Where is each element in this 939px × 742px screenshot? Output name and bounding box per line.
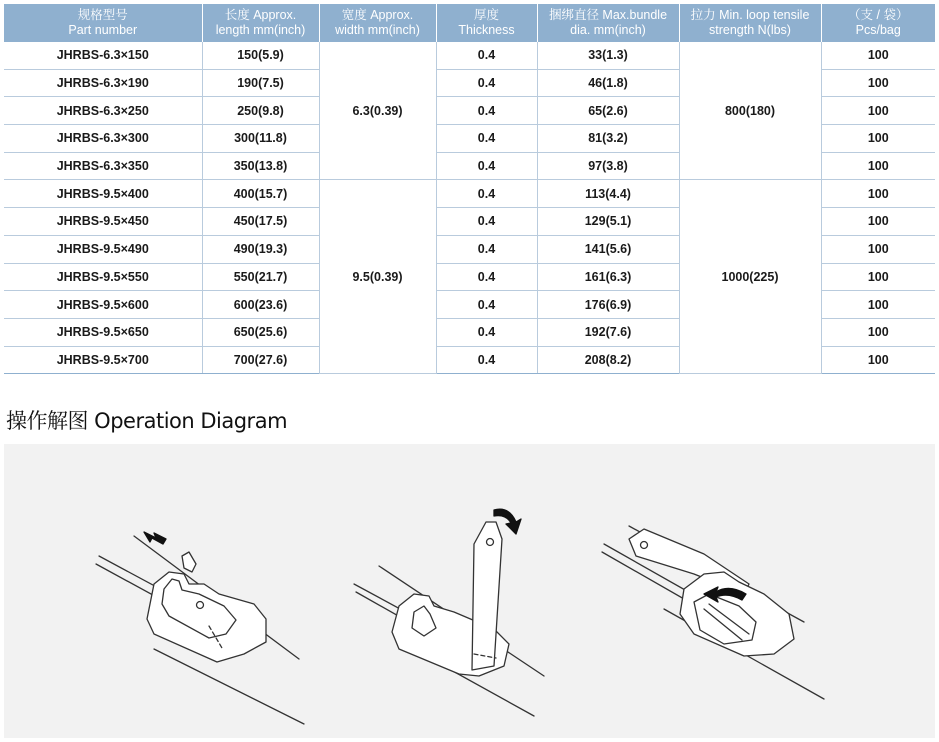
step-2-bend (354, 522, 544, 716)
table-header-row (4, 4, 935, 42)
header-width: 宽度 Approx. width mm(inch) (319, 4, 436, 42)
step-1-insert (96, 536, 304, 724)
spec-table (4, 4, 935, 374)
cell-length: 300(11.8) (202, 125, 319, 153)
cell-bundle: 97(3.8) (537, 152, 679, 180)
diagram-svg (4, 444, 935, 738)
cell-part: JHRBS-9.5×650 (4, 318, 202, 346)
cell-part: JHRBS-9.5×490 (4, 235, 202, 263)
cell-thickness: 0.4 (436, 346, 537, 374)
cell-length: 490(19.3) (202, 235, 319, 263)
cell-thickness: 0.4 (436, 263, 537, 291)
cell-length: 550(21.7) (202, 263, 319, 291)
cell-pcs: 100 (821, 97, 935, 125)
section-title: 操作解图 Operation Diagram (6, 409, 288, 433)
cell-pcs: 100 (821, 125, 935, 153)
cell-length: 600(23.6) (202, 291, 319, 319)
cell-bundle: 46(1.8) (537, 69, 679, 97)
cell-bundle: 161(6.3) (537, 263, 679, 291)
cell-bundle: 33(1.3) (537, 42, 679, 69)
cell-width-group-1: 6.3(0.39) (319, 42, 436, 180)
cell-pcs: 100 (821, 42, 935, 69)
cell-bundle: 81(3.2) (537, 125, 679, 153)
cell-strength-group-2: 1000(225) (679, 180, 821, 374)
cell-length: 150(5.9) (202, 42, 319, 69)
cell-length: 450(17.5) (202, 208, 319, 236)
cell-pcs: 100 (821, 69, 935, 97)
cell-bundle: 65(2.6) (537, 97, 679, 125)
cell-pcs: 100 (821, 318, 935, 346)
cell-part: JHRBS-6.3×150 (4, 42, 202, 69)
cell-thickness: 0.4 (436, 291, 537, 319)
cell-pcs: 100 (821, 235, 935, 263)
cell-thickness: 0.4 (436, 180, 537, 208)
cell-pcs: 100 (821, 152, 935, 180)
cell-pcs: 100 (821, 208, 935, 236)
header-bundle-dia: 捆绑直径 Max.bundle dia. mm(inch) (537, 4, 679, 42)
cell-thickness: 0.4 (436, 318, 537, 346)
header-tensile-strength: 拉力 Min. loop tensile strength N(lbs) (679, 4, 821, 42)
cell-thickness: 0.4 (436, 208, 537, 236)
cell-pcs: 100 (821, 346, 935, 374)
cell-pcs: 100 (821, 180, 935, 208)
cell-width-group-2: 9.5(0.39) (319, 180, 436, 374)
cell-bundle: 113(4.4) (537, 180, 679, 208)
cell-thickness: 0.4 (436, 69, 537, 97)
cell-part: JHRBS-6.3×250 (4, 97, 202, 125)
header-part-number: 规格型号 Part number (4, 4, 202, 42)
cell-strength-group-1: 800(180) (679, 42, 821, 180)
cell-part: JHRBS-9.5×600 (4, 291, 202, 319)
cell-part: JHRBS-9.5×550 (4, 263, 202, 291)
operation-diagram (4, 444, 935, 738)
cell-bundle: 176(6.9) (537, 291, 679, 319)
table-row (4, 42, 935, 69)
cell-length: 190(7.5) (202, 69, 319, 97)
push-arrow-icon (144, 532, 166, 544)
cell-pcs: 100 (821, 291, 935, 319)
cell-part: JHRBS-6.3×300 (4, 125, 202, 153)
cell-part: JHRBS-6.3×190 (4, 69, 202, 97)
cell-thickness: 0.4 (436, 152, 537, 180)
cell-bundle: 208(8.2) (537, 346, 679, 374)
cell-bundle: 129(5.1) (537, 208, 679, 236)
cell-length: 250(9.8) (202, 97, 319, 125)
cell-thickness: 0.4 (436, 125, 537, 153)
table-row (4, 180, 935, 208)
cell-length: 350(13.8) (202, 152, 319, 180)
cell-thickness: 0.4 (436, 97, 537, 125)
cell-thickness: 0.4 (436, 235, 537, 263)
step-3-fold (602, 526, 824, 699)
cell-bundle: 141(5.6) (537, 235, 679, 263)
cell-part: JHRBS-9.5×400 (4, 180, 202, 208)
header-thickness: 厚度 Thickness (436, 4, 537, 42)
cell-part: JHRBS-9.5×700 (4, 346, 202, 374)
cell-part: JHRBS-6.3×350 (4, 152, 202, 180)
cell-pcs: 100 (821, 263, 935, 291)
cell-length: 700(27.6) (202, 346, 319, 374)
cell-thickness: 0.4 (436, 42, 537, 69)
cell-length: 650(25.6) (202, 318, 319, 346)
cell-bundle: 192(7.6) (537, 318, 679, 346)
header-pcs-bag: （支 / 袋） Pcs/bag (821, 4, 935, 42)
cell-length: 400(15.7) (202, 180, 319, 208)
header-length: 长度 Approx. length mm(inch) (202, 4, 319, 42)
cell-part: JHRBS-9.5×450 (4, 208, 202, 236)
